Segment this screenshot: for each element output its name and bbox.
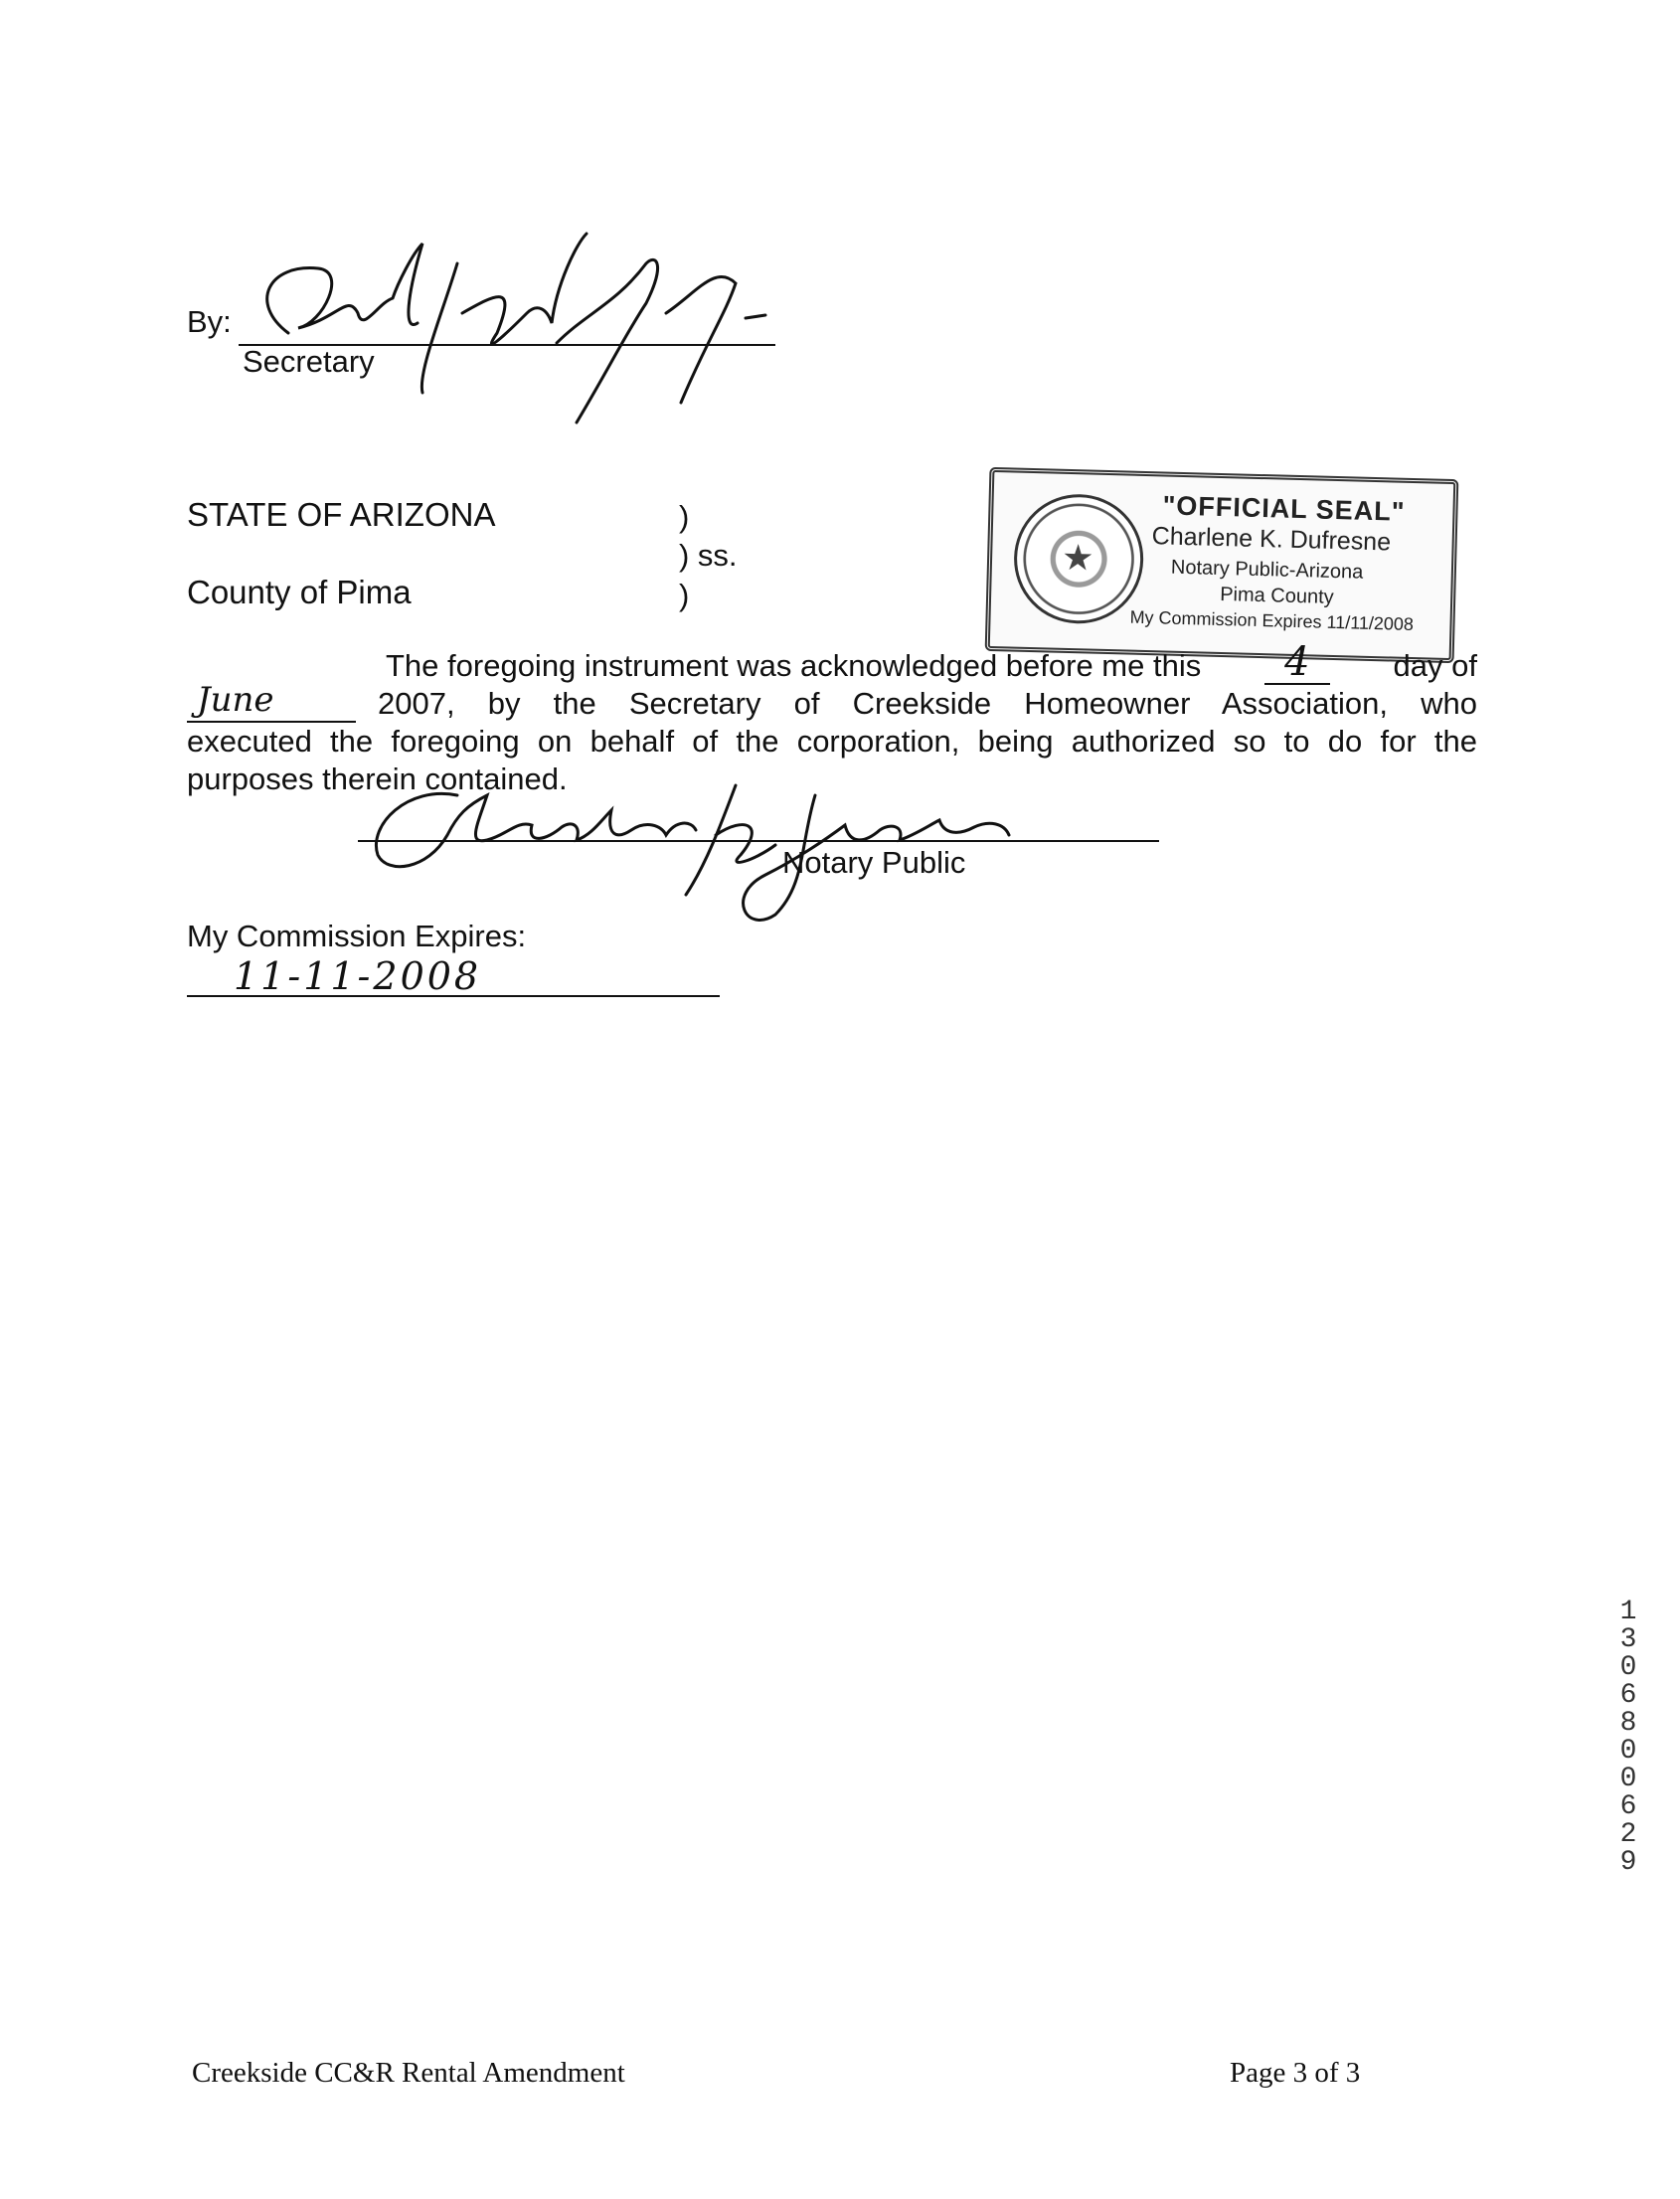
venue-paren-ss: ) ss. <box>679 538 738 573</box>
notary-signature-line <box>358 840 1159 842</box>
seal-notary-name: Charlene K. Dufresne <box>1151 522 1392 557</box>
notary-public-label: Notary Public <box>782 845 966 880</box>
footer-document-title: Creekside CC&R Rental Amendment <box>192 2057 625 2089</box>
seal-star-icon: ★ <box>1061 536 1094 579</box>
county-label: County of Pima <box>187 574 412 610</box>
ack-line-1-end: day of <box>1393 648 1477 683</box>
ack-line-2-text: 2007, by the Secretary of Creekside Homeowner Association, who <box>378 686 1477 721</box>
ack-day-field: 4 <box>1264 647 1330 685</box>
commission-date-line <box>187 995 720 997</box>
ack-line-2 <box>187 680 1477 723</box>
secretary-title: Secretary <box>243 344 375 379</box>
secretary-signature <box>229 224 785 423</box>
venue-paren-3: ) <box>679 578 690 612</box>
commission-expires-label: My Commission Expires: <box>187 919 527 953</box>
state-label: STATE OF ARIZONA <box>187 496 496 533</box>
ack-line-1-start: The foregoing instrument was acknowledged before me this <box>386 648 1202 683</box>
ack-month-field: June <box>187 685 356 723</box>
recorder-number: 13068 00629 <box>1619 1597 1637 1878</box>
state-seal-icon <box>1012 493 1144 625</box>
seal-title: "OFFICIAL SEAL" <box>1162 490 1406 527</box>
ack-line-1 <box>187 639 1477 685</box>
seal-expiration: My Commission Expires 11/11/2008 <box>1129 606 1415 635</box>
ack-line-4-text: purposes therein contained. <box>187 761 568 796</box>
ack-line-3 <box>187 723 1477 761</box>
footer-page-number: Page 3 of 3 <box>1230 2057 1361 2089</box>
ack-line-3-text: executed the foregoing on behalf of the corporation, being authorized so to do for the <box>187 724 1477 759</box>
venue-paren-1: ) <box>679 499 690 534</box>
seal-county: Pima County <box>1219 583 1334 608</box>
commission-expires-date: 11-11-2008 <box>234 954 482 998</box>
seal-notary-role: Notary Public-Arizona <box>1170 556 1364 584</box>
by-label: By: <box>187 304 232 339</box>
notary-seal-stamp <box>985 467 1459 663</box>
